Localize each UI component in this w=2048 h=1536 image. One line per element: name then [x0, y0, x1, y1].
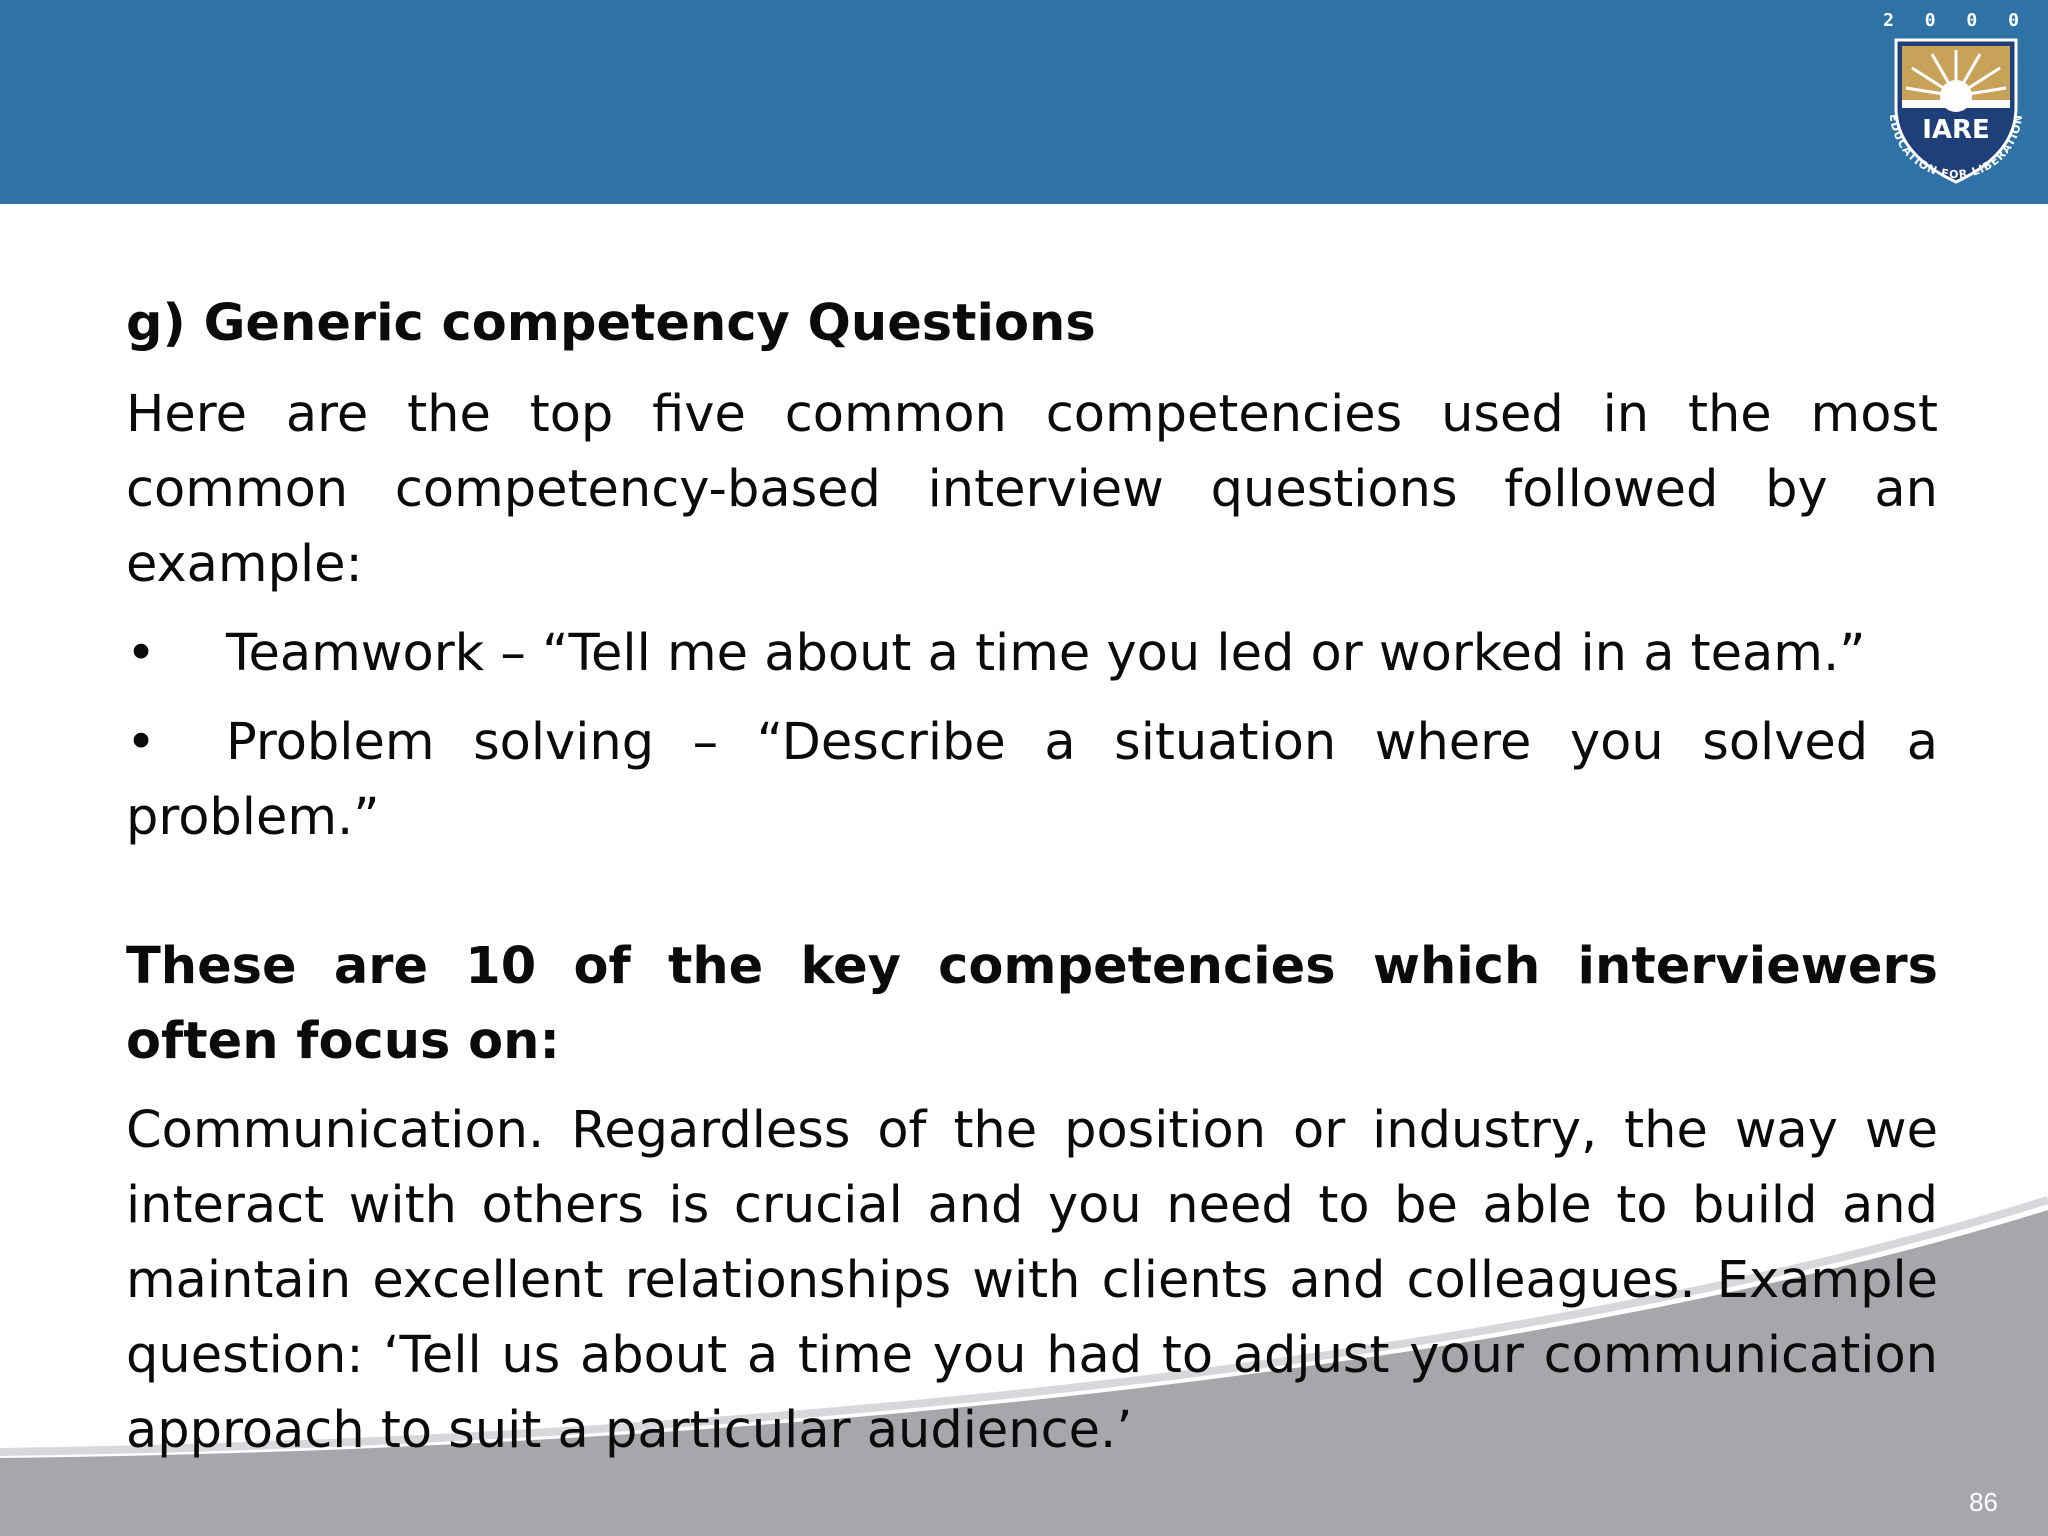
section-heading: g) Generic competency Questions: [126, 294, 1096, 353]
bullet-item-problem-solving: [126, 705, 1938, 855]
header-band: [0, 0, 2048, 204]
key-competencies-heading: These are 10 of the key competencies which interviewers often focus on:: [126, 937, 1938, 1071]
bullet-text: Problem solving – “Describe a situation where you solved a problem.”: [126, 713, 1938, 847]
logo-year: 2 0 0 0: [1883, 10, 2029, 31]
iare-seal-icon: [1872, 4, 2040, 200]
bullet-text: Teamwork – “Tell me about a time you led or worked in a team.”: [226, 624, 1866, 683]
bullet-symbol: •: [126, 624, 157, 683]
bullet-symbol: •: [126, 713, 157, 772]
communication-paragraph: Communication. Regardless of the position or industry, the way we interact with others is crucial and you need to be able to build and maintain excellent relationships with clients and colleagues. Example question: ‘Tell us about a time you had to adjust your communication approach to suit a particular audience.’: [126, 1101, 1938, 1460]
page-number: 86: [1969, 1487, 1998, 1517]
intro-paragraph: Here are the top five common competencies used in the most common competency-based interview questions followed by an example:: [126, 385, 1938, 594]
logo-name: IARE: [1922, 115, 1990, 145]
spacer: [126, 869, 1938, 929]
bullet-item-teamwork: [126, 616, 1938, 691]
slide-content: [126, 286, 1938, 1482]
logo-motto: EDUCATION FOR LIBERATION: [1886, 113, 2026, 182]
